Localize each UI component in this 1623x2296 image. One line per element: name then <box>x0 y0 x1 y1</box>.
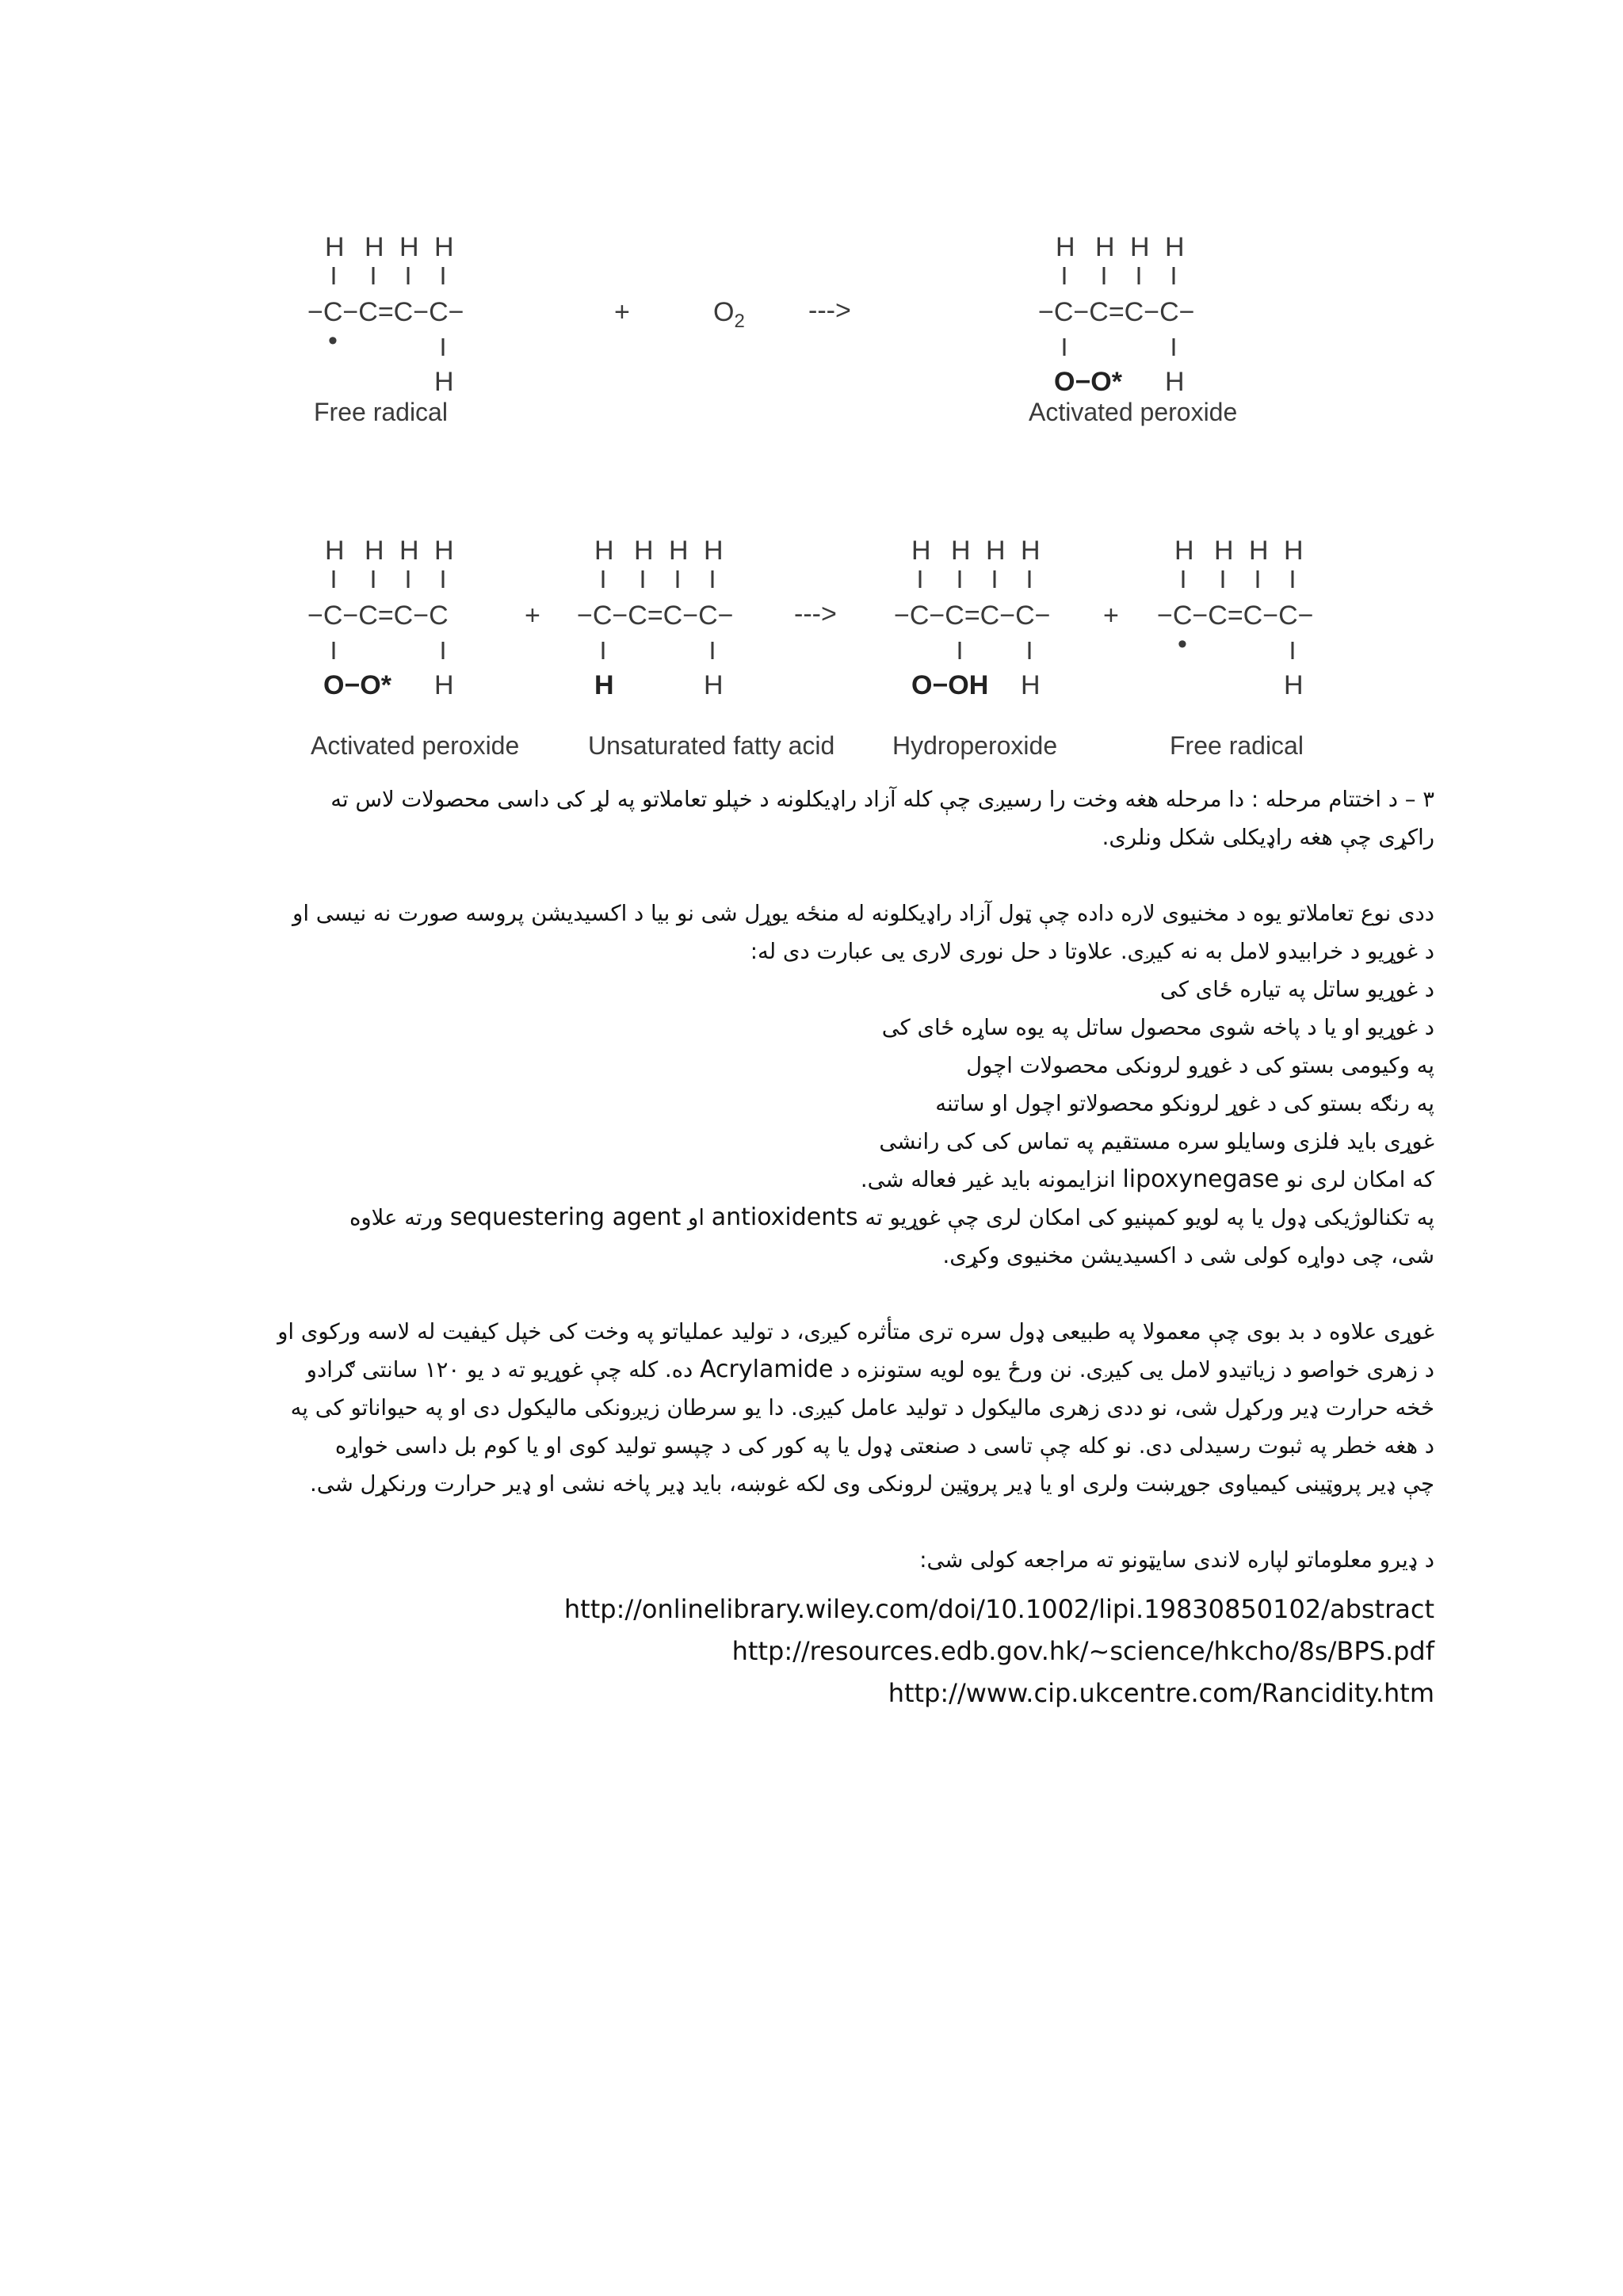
acryl-pre: د زهری خواصو د زیاتیدو لامل یی کیږی. نن ورځ یوه لویه ستونزه د <box>840 1357 1434 1383</box>
reference-link[interactable]: http://onlinelibrary.wiley.com/doi/10.1002/lipi.19830850102/abstract <box>563 1594 1434 1624</box>
free-radical-molecule <box>307 232 464 397</box>
activated-peroxide-label: Activated peroxide <box>311 731 520 760</box>
anti-post: ورته علاوه <box>349 1205 444 1230</box>
bottom-h: H <box>1021 670 1041 700</box>
top-h-3: H <box>669 536 689 566</box>
top-h-2: H <box>365 232 384 262</box>
top-h-1: H <box>594 536 614 566</box>
oxygen-symbol: $O_2$ <box>713 297 745 332</box>
top-h-2: H <box>634 536 654 566</box>
top-h-1: H <box>1174 536 1194 566</box>
free-radical-molecule <box>1157 536 1314 700</box>
carbon-chain: −C−C=C−C− <box>1157 601 1314 631</box>
carbon-chain: −C−C=C−C− <box>307 297 464 327</box>
carbon-chain: −C−C=C−C− <box>894 601 1051 631</box>
top-h-4: H <box>1284 536 1304 566</box>
list-item: په رنګه بستو کی د غوړ لرونکو محصولاتو اچول او ساتنه <box>935 1091 1434 1116</box>
bottom-h: H <box>704 670 724 700</box>
reference-link[interactable]: http://www.cip.ukcentre.com/Rancidity.htm <box>888 1678 1434 1708</box>
top-h-3: H <box>1249 536 1269 566</box>
top-h-1: H <box>1056 232 1075 262</box>
top-h-4: H <box>434 536 454 566</box>
unsaturated-fatty-acid-molecule <box>577 536 734 700</box>
acrylamide-line-5: چې ډیر پروټینی کیمیاوی جوړښت ولری او یا ډیر پروټین لرونکی وی لکه غوښه، باید ډیر پاخه نشی او ډیر حرارت ورنکړل شی. <box>310 1471 1434 1497</box>
top-h-2: H <box>951 536 971 566</box>
hydrogen-group: H <box>594 670 614 700</box>
carbon-chain: −C−C=C−C <box>307 601 449 631</box>
list-item: په وکیومی بستو کی د غوړو لرونکی محصولات اچول <box>966 1053 1434 1078</box>
top-h-2: H <box>365 536 384 566</box>
bottom-h: H <box>434 367 454 397</box>
acrylamide-line-4: د هغه خطر په ثبوت رسیدلی دی. نو کله چې تاسی د صنعتی ډول یا په کور کی د چپسو تولید کوی او یا کوم بل داسی خواړه <box>334 1433 1434 1459</box>
prevention-line-1: ددی نوع تعاملاتو یوه د مخنیوی لاره داده چې ټول آزاد راډیکلونه له منځه یوړل شی نو بیا د اکسیدیشن پروسه صورت نه نیسی او <box>292 901 1434 926</box>
termination-line-1: ۳ – د اختتام مرحله : دا مرحله هغه وخت را رسیږی چې کله آزاد راډیکلونه د خپلو تعاملاتو په لړ کی داسی محصولات لاس ته <box>330 787 1434 812</box>
plus-sign-2: + <box>1103 601 1119 631</box>
carbon-chain: −C−C=C−C− <box>1038 297 1195 327</box>
plus-sign-1: + <box>525 601 540 631</box>
reaction-2-svg <box>301 537 1379 711</box>
peroxide-group: O−O* <box>1054 367 1122 397</box>
references-intro: د ډیرو معلوماتو لپاره لاندی سایټونو ته مراجعه کولی شی: <box>919 1547 1434 1573</box>
top-h-2: H <box>1214 536 1234 566</box>
top-h-3: H <box>399 536 419 566</box>
bottom-h: H <box>1165 367 1185 397</box>
top-h-2: H <box>1095 232 1115 262</box>
top-h-1: H <box>325 536 345 566</box>
free-radical-label: Free radical <box>314 398 448 426</box>
antioxidant-line-2: شی، چی دواړه کولی شی د اکسیدیشن مخنیوی وکړی. <box>942 1243 1434 1268</box>
anti-pre: په تکنالوژیکی ډول یا په لویو کمپنیو کی امکان لری چې غوړیو ته <box>865 1205 1434 1230</box>
free-radical-label: Free radical <box>1170 731 1304 760</box>
top-h-3: H <box>399 232 419 262</box>
acrylamide-line-1: غوړی علاوه د بد بوی چې معمولا په طبیعی ډول سره تری متأثره کیږی، د تولید عملیاتو په وخت کی خپل کیفیت له لاسه ورکوی او <box>277 1319 1434 1344</box>
lipox-post: انزایمونه باید غیر فعاله شی. <box>860 1167 1116 1192</box>
lipox-term: lipoxynegase <box>1122 1165 1280 1193</box>
reaction-arrow: ---> <box>808 296 851 326</box>
hydroperoxide-molecule <box>894 536 1051 700</box>
anti-term-2: sequestering agent <box>449 1203 682 1231</box>
activated-peroxide-label: Activated peroxide <box>1029 398 1238 426</box>
hydroperoxide-group: O−OH <box>911 670 989 700</box>
bottom-h: H <box>1284 670 1304 700</box>
antioxidant-line-1 <box>198 1199 1434 1237</box>
list-item: غوړی باید فلزی وسایلو سره مستقیم په تماس کی کی رانشی <box>879 1129 1434 1154</box>
top-h-3: H <box>986 536 1006 566</box>
activated-peroxide-molecule <box>307 536 454 700</box>
reaction-2-diagram <box>301 537 1379 775</box>
acrylamide-line-3: څخه حرارت ډیر ورکړل شی، نو ددی زهری مالیکول د تولید عامل کیږی. دا یو سرطان زیږونکی مالیکول دی او په حیواناتو کی په <box>290 1395 1434 1421</box>
unsaturated-fatty-acid-label: Unsaturated fatty acid <box>588 731 835 760</box>
radical-dot: • <box>328 326 338 356</box>
reaction-arrow: ---> <box>794 599 837 629</box>
top-h-1: H <box>325 232 345 262</box>
top-h-4: H <box>1165 232 1185 262</box>
body-text <box>198 780 1434 1579</box>
anti-mid: او <box>688 1205 705 1230</box>
top-h-3: H <box>1130 232 1150 262</box>
top-h-1: H <box>911 536 931 566</box>
top-h-4: H <box>1021 536 1041 566</box>
top-h-4: H <box>434 232 454 262</box>
list-item: د غوړیو ساتل په تیاره ځای کی <box>1159 977 1434 1002</box>
acryl-post: ده. کله چې غوړیو ته د یو ۱۲۰ سانتی ګرادو <box>306 1357 693 1383</box>
termination-line-2: راکړی چې هغه راډیکلی شکل ونلری. <box>1102 825 1434 850</box>
bottom-h: H <box>434 670 454 700</box>
radical-dot: • <box>1178 629 1187 659</box>
reference-links <box>564 1589 1434 1714</box>
carbon-chain: −C−C=C−C− <box>577 601 734 631</box>
peroxide-group: O−O* <box>323 670 391 700</box>
hydroperoxide-label: Hydroperoxide <box>892 731 1058 760</box>
acrylamide-line-2 <box>198 1351 1434 1389</box>
list-item-lipoxygenase <box>198 1161 1434 1199</box>
reaction-1-diagram <box>301 234 1331 440</box>
plus-sign: + <box>614 297 630 327</box>
list-item: د غوړیو او یا د پاخه شوی محصول ساتل په یوه ساړه ځای کی <box>881 1015 1434 1040</box>
activated-peroxide-molecule <box>1038 232 1195 397</box>
anti-term-1: antioxidents <box>711 1203 858 1231</box>
lipox-pre: که امکان لری نو <box>1285 1167 1434 1192</box>
top-h-4: H <box>704 536 724 566</box>
acryl-term: Acrylamide <box>700 1356 834 1383</box>
reference-link[interactable]: http://resources.edb.gov.hk/~science/hkcho/8s/BPS.pdf <box>731 1636 1434 1666</box>
prevention-line-2: د غوړیو د خرابیدو لامل به نه کیږی. علاوتا د حل نوری لاری یی عبارت دی له: <box>750 939 1434 964</box>
